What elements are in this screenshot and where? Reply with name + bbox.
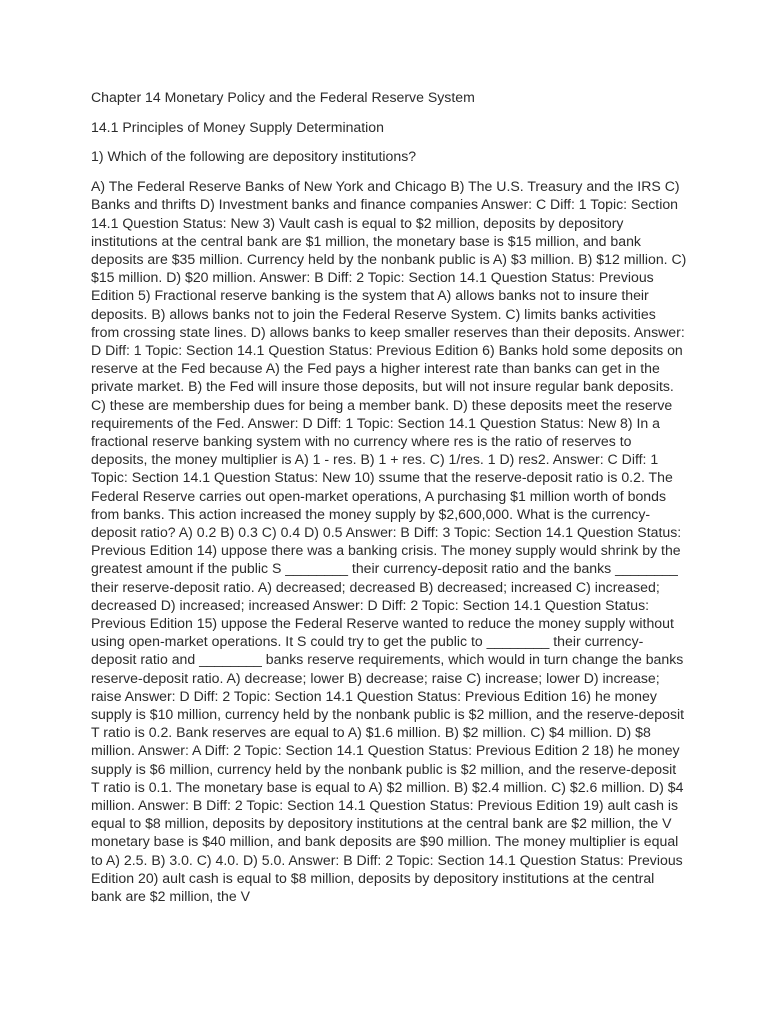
chapter-title: Chapter 14 Monetary Policy and the Federal Reserve System <box>91 89 475 105</box>
document-content <box>91 88 687 905</box>
section-title: 14.1 Principles of Money Supply Determination <box>91 118 384 135</box>
body-paragraph: A) The Federal Reserve Banks of New York and Chicago B) The U.S. Treasury and the IRS C) Banks and thrifts D) Investment banks and finance companies Answer: C Diff: 1 Topic: Section 14.1 Question Status: New 3) Vault cash is equal to $2 million, deposits by depository institutions at the central bank are $1 million, the monetary base is $15 million, and bank deposits are $35 million. Currency held by the nonbank public is A) $3 million. B) $12 million. C) $15 million. D) $20 million. Answer: B Diff: 2 Topic: Section 14.1 Question Status: Previous Edition 5) Fractional reserve banking is the system that A) allows banks not to insure their deposits. B) allows banks not to join the Federal Reserve System. C) limits banks activities from crossing state lines. D) allows banks to keep smaller reserves than their deposits. Answer: D Diff: 1 Topic: Section 14.1 Question Status: Previous Edition 6) Banks hold some deposits on reserve at the Fed because A) the Fed pays a higher interest rate than banks can get in the private market. B) the Fed will insure those deposits, but will not insure regular bank deposits. C) these are membership dues for being a member bank. D) these deposits meet the reserve requirements of the Fed. Answer: D Diff: 1 Topic: Section 14.1 Question Status: New 8) In a fractional reserve banking system with no currency where res is the ratio of reserves to deposits, the money multiplier is A) 1 - res. B) 1 + res. C) 1/res. 1 D) res2. Answer: C Diff: 1 Topic: Section 14.1 Question Status: New 10) ssume that the reserve-deposit ratio is 0.2. The Federal Reserve carries out open-market operations, A purchasing $1 million worth of bonds from banks. This action increased the money supply by $2,600,000. What is the currency-deposit ratio? A) 0.2 B) 0.3 C) 0.4 D) 0.5 Answer: B Diff: 3 Topic: Section 14.1 Question Status: Previous Edition 14) uppose there was a banking crisis. The money supply would shrink by the greatest amount if the public S ________ their currency-deposit ratio and the banks ________ their reserve-deposit ratio. A) decreased; decreased B) decreased; increased C) increased; decreased D) increased; increased Answer: D Diff: 2 Topic: Section 14.1 Question Status: Previous Edition 15) uppose the Federal Reserve wanted to reduce the money supply without using open-market operations. It S could try to get the public to ________ their currency-deposit ratio and ________ banks reserve requirements, which would in turn change the banks reserve-deposit ratio. A) decrease; lower B) decrease; raise C) increase; lower D) increase; raise Answer: D Diff: 2 Topic: Section 14.1 Question Status: Previous Edition 16) he money supply is $10 million, currency held by the nonbank public is $2 million, and the reserve-deposit T ratio is 0.2. Bank reserves are equal to A) $1.6 million. B) $2 million. C) $4 million. D) $8 million. Answer: A Diff: 2 Topic: Section 14.1 Question Status: Previous Edition 2 18) he money supply is $6 million, currency held by the nonbank public is $2 million, and the reserve-deposit T ratio is 0.1. The monetary base is equal to A) $2 million. B) $2.4 million. C) $2.6 million. D) $4 million. Answer: B Diff: 2 Topic: Section 14.1 Question Status: Previous Edition 19) ault cash is equal to $8 million, deposits by depository institutions at the central bank are $2 million, the V monetary base is $40 million, and bank deposits are $90 million. The money multiplier is equal to A) 2.5. B) 3.0. C) 4.0. D) 5.0. Answer: B Diff: 2 Topic: Section 14.1 Question Status: Previous Edition 20) ault cash is equal to $8 million, deposits by depository institutions at the central bank are $2 million, the V <box>91 178 687 905</box>
question-heading: 1) Which of the following are depository institutions? <box>91 148 417 165</box>
